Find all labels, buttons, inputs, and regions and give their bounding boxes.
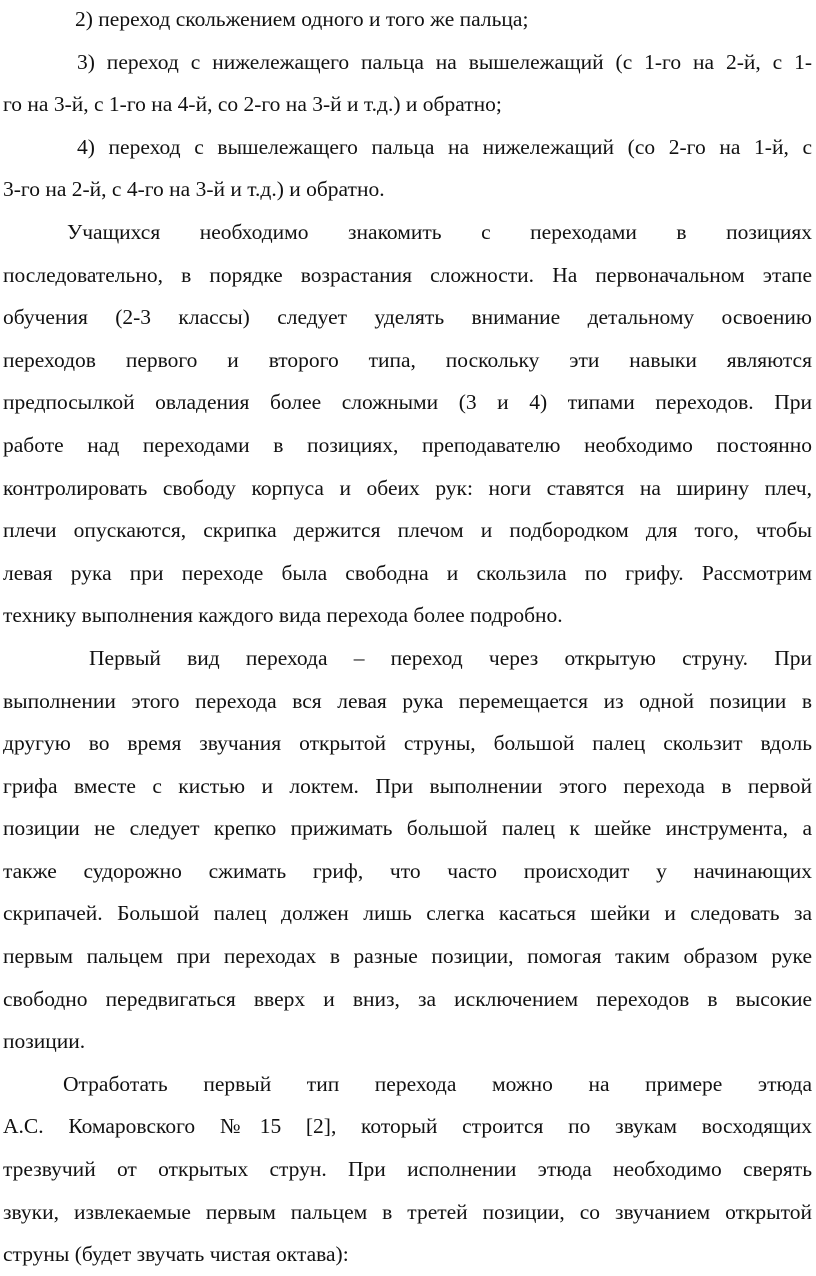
text-line: 2) переход скольжением одного и того же пальца; <box>75 7 529 31</box>
text-line: позиции. <box>3 1029 86 1054</box>
text-line: свободно передвигаться вверх и вниз, за исключением переходов в высокие <box>3 986 812 1011</box>
text-line: работе над переходами в позициях, преподавателю необходимо постоянно <box>3 432 812 457</box>
text-line: левая рука при переходе была свободна и скользила по грифу. Рассмотрим <box>3 560 812 585</box>
text-line: Первый вид перехода – переход через открытую струну. При <box>89 645 812 670</box>
text-line: го на 3-й, с 1-го на 4-й, со 2-го на 3-й и т.д.) и обратно; <box>3 92 502 117</box>
text-line: 3) переход с нижележащего пальца на вышележащий (с 1-го на 2-й, с 1- <box>77 49 812 74</box>
paragraph-list <box>3 0 812 1276</box>
text-line: обучения (2-3 классы) следует уделять внимание детальному освоению <box>3 305 812 330</box>
text-line: А.С. Комаровского №15 [2], который строится по звукам восходящих <box>3 1114 812 1139</box>
text-line: трезвучий от открытых струн. При исполнении этюда необходимо сверять <box>3 1157 812 1182</box>
text-line: переходов первого и второго типа, поскольку эти навыки являются <box>3 347 812 372</box>
text-line: другую во время звучания открытой струны, большой палец скользит вдоль <box>3 731 812 756</box>
text-line: выполнении этого перехода вся левая рука перемещается из одной позиции в <box>3 688 812 713</box>
text-line: последовательно, в порядке возрастания сложности. На первоначальном этапе <box>3 262 812 287</box>
text-line: первым пальцем при переходах в разные позиции, помогая таким образом руке <box>3 944 812 969</box>
text-line: контролировать свободу корпуса и обеих рук: ноги ставятся на ширину плеч, <box>3 475 812 500</box>
text-line: 4) переход с вышележащего пальца на нижележащий (со 2-го на 1-й, с <box>77 134 812 159</box>
text-line: струны (будет звучать чистая октава): <box>3 1242 349 1267</box>
text-line: Учащихся необходимо знакомить с переходами в позициях <box>67 219 812 244</box>
text-line: технику выполнения каждого вида перехода более подробно. <box>3 603 563 628</box>
text-line: Отработать первый тип перехода можно на примере этюда <box>63 1071 812 1096</box>
text-line: звуки, извлекаемые первым пальцем в третей позиции, со звучанием открытой <box>3 1199 812 1224</box>
text-line: 3-го на 2-й, с 4-го на 3-й и т.д.) и обратно. <box>3 177 385 202</box>
text-line: также судорожно сжимать гриф, что часто происходит у начинающих <box>3 858 812 883</box>
text-line: грифа вместе с кистью и локтем. При выполнении этого перехода в первой <box>3 773 812 798</box>
text-line: плечи опускаются, скрипка держится плечом и подбородком для того, чтобы <box>3 518 812 543</box>
text-line: позиции не следует крепко прижимать большой палец к шейке инструмента, а <box>3 816 812 841</box>
text-line: скрипачей. Большой палец должен лишь слегка касаться шейки и следовать за <box>3 901 812 926</box>
text-line: предпосылкой овладения более сложными (3 и 4) типами переходов. При <box>3 390 812 415</box>
